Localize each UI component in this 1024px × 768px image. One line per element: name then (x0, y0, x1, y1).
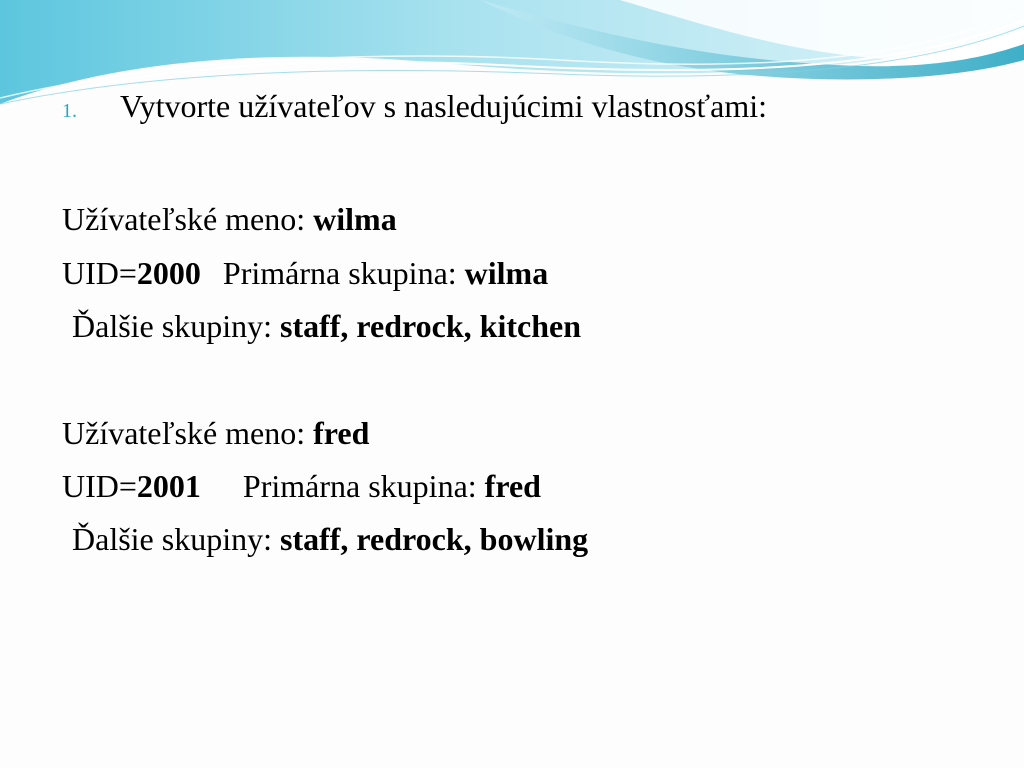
list-number: 1. (62, 100, 77, 122)
username-value: fred (313, 415, 370, 451)
username-label: Užívateľské meno: (62, 201, 314, 237)
user-1-groups-line (72, 306, 581, 346)
user-2-groups-line (72, 519, 588, 559)
primary-group-value: fred (484, 468, 541, 504)
task-instruction: Vytvorte užívateľov s nasledujúcimi vlastnosťami: (120, 88, 767, 124)
numbered-list-item (62, 88, 767, 138)
user-2-uid-line (62, 466, 541, 506)
uid-label: UID= (62, 468, 137, 504)
uid-value: 2000 (136, 255, 201, 291)
other-groups-value: staff, redrock, bowling (279, 521, 589, 557)
other-groups-value: staff, redrock, kitchen (279, 308, 581, 344)
user-2-username-line (62, 413, 369, 453)
primary-group-label: Primárna skupina: (222, 255, 465, 291)
uid-label: UID= (62, 255, 137, 291)
username-label: Užívateľské meno: (62, 415, 314, 451)
user-1-username-line (62, 199, 397, 239)
uid-value: 2001 (136, 468, 201, 504)
primary-group-value: wilma (464, 255, 549, 291)
username-value: wilma (313, 201, 397, 237)
other-groups-label: Ďalšie skupiny: (72, 308, 280, 344)
primary-group-label: Primárna skupina: (242, 468, 485, 504)
other-groups-label: Ďalšie skupiny: (72, 521, 280, 557)
user-1-uid-line (62, 253, 548, 293)
